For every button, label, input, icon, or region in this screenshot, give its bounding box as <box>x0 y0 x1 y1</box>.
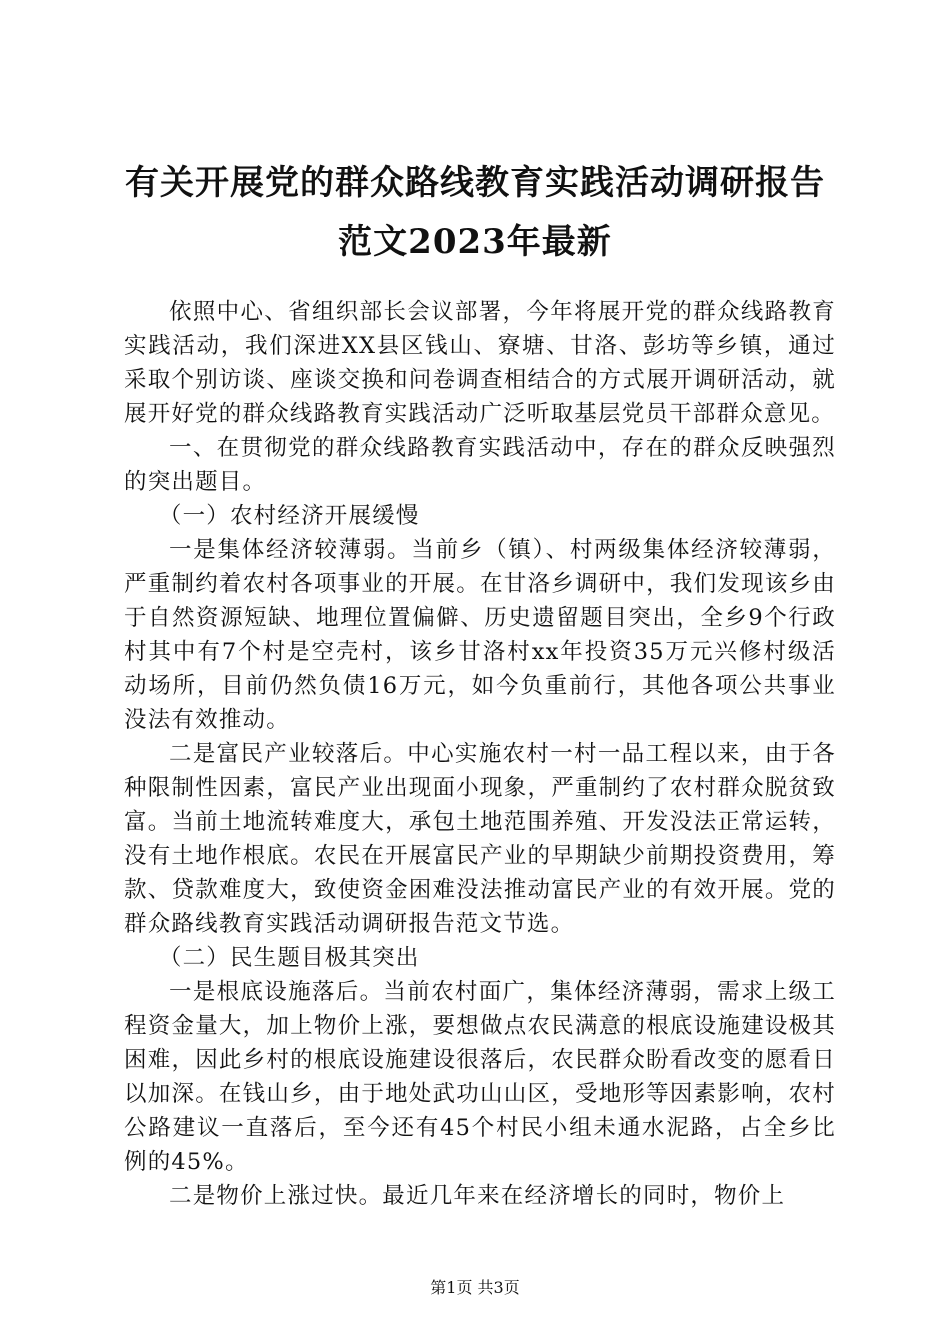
section-heading-1: 一、在贯彻党的群众线路教育实践活动中，存在的群众反映强烈的突出题目。 <box>124 435 836 495</box>
paragraph-industry: 二是富民产业较落后。中心实施农村一村一品工程以来，由于各种限制性因素，富民产业出现面小现象，严重制约了农村群众脱贫致富。当前土地流转难度大，承包土地范围养殖、开发没法正常运转，没有土地作根底。农民在开展富民产业的早期缺少前期投资费用，筹款、贷款难度大，致使资金困难没法推动富民产业的有效开展。党的群众路线教育实践活动调研报告范文节选。 <box>124 741 836 937</box>
paragraph-collective-economy: 一是集体经济较薄弱。当前乡（镇）、村两级集体经济较薄弱，严重制约着农村各项事业的开展。在甘洛乡调研中，我们发现该乡由于自然资源短缺、地理位置偏僻、历史遗留题目突出，全乡9个行政村其中有7个村是空壳村，该乡甘洛村xx年投资35万元兴修村级活动场所，目前仍然负债16万元，如今负重前行，其他各项公共事业没法有效推动。 <box>124 537 836 733</box>
document-title-line-1: 有关开展党的群众路线教育实践活动调研报告 <box>125 163 825 203</box>
paragraph-infrastructure: 一是根底设施落后。当前农村面广，集体经济薄弱，需求上级工程资金量大，加上物价上涨，要想做点农民满意的根底设施建设极其困难，因此乡村的根底设施建设很落后，农民群众盼看改变的愿看日以加深。在钱山乡，由于地处武功山山区，受地形等因素影响，农村公路建议一直落后，至今还有45个村民小组未通水泥路，占全乡比例的45%。 <box>124 979 836 1175</box>
subsection-heading-2: （二）民生题目极其突出 <box>158 945 420 971</box>
paragraph-prices: 二是物价上涨过快。最近几年来在经济增长的同时，物价上 <box>169 1183 786 1209</box>
page-footer: 第1页 共3页 <box>430 1278 520 1297</box>
document-body <box>124 295 836 1213</box>
document-title-line-2: 范文2023年最新 <box>338 222 612 262</box>
subsection-heading-1: （一）农村经济开展缓慢 <box>158 503 420 529</box>
paragraph-intro: 依照中心、省组织部长会议部署，今年将展开党的群众线路教育实践活动，我们深进XX县区钱山、寮塘、甘洛、彭坊等乡镇，通过采取个别访谈、座谈交换和问卷调查相结合的方式展开调研活动，就展开好党的群众线路教育实践活动广泛听取基层党员干部群众意见。 <box>124 299 836 427</box>
